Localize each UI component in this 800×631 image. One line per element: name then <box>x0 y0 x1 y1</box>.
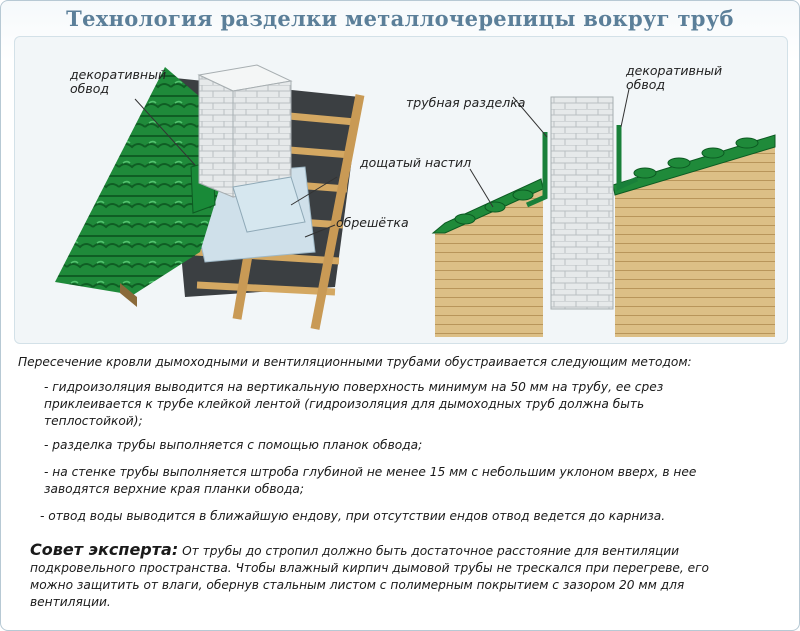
bullet-2-line-1: - разделка трубы выполняется с помощью планок обвода; <box>44 438 423 452</box>
bullet-flashing-planks <box>44 437 788 454</box>
right-roof-section <box>433 89 775 337</box>
page-title: Технология разделки металлочерепицы вокруг труб <box>66 6 734 31</box>
chimney-left-face <box>199 75 233 197</box>
expert-line-2: подкровельного пространства. Чтобы влажный кирпич дымовой трубы не трескался при перегреве, его <box>30 561 709 575</box>
left-roof-drawing <box>55 65 360 329</box>
bullet-3-line-1: - на стенке трубы выполняется штроба глубиной не менее 15 мм с небольшим уклоном вверх, в нее <box>44 465 697 479</box>
intro-text: Пересечение кровли дымоходными и вентиляционными трубами обустраивается следующим методом: <box>18 355 692 369</box>
label-left-decor-line1: декоративный <box>70 67 167 82</box>
bullet-1-line-2: приклеивается к трубе клейкой лентой (гидроизоляция для дымоходных труб должна быть <box>44 397 645 411</box>
label-left-decor-line2: обвод <box>70 81 110 96</box>
label-decorative-flashing-left <box>70 68 166 96</box>
expert-advice <box>30 541 780 611</box>
bullet-groove <box>44 464 788 498</box>
bullet-water-drain <box>40 508 788 525</box>
bullet-1-line-1: - гидроизоляция выводится на вертикальную поверхность минимум на 50 мм на трубу, ее срез <box>44 380 664 394</box>
expert-line-4: вентиляции. <box>30 595 111 609</box>
label-decorative-flashing-right <box>626 64 722 92</box>
label-lathing: обрешётка <box>336 215 409 230</box>
bullet-1-line-3: теплостойкой); <box>44 414 143 428</box>
label-right-decor-line1: декоративный <box>626 63 723 78</box>
label-right-decor-line2: обвод <box>626 77 666 92</box>
bullet-3-line-2: заводятся верхние края планки обвода; <box>44 482 304 496</box>
label-pipe-cutting: трубная разделка <box>406 95 526 110</box>
expert-line-3: можно защитить от влаги, обернув стальным листом с полимерным покрытием с зазором 20 мм для <box>30 578 685 592</box>
bullet-waterproofing <box>44 379 788 430</box>
bullet-4-line-1: - отвод воды выводится в ближайшую ендову, при отсутствии ендов отвод ведется до карниза. <box>40 509 666 523</box>
chimney-section <box>551 97 613 309</box>
expert-heading: Совет эксперта: <box>30 540 179 559</box>
flashing-right <box>619 125 637 187</box>
expert-line-1 <box>30 541 780 560</box>
label-plank-deck: дощатый настил <box>360 155 472 170</box>
expert-line-1-text: От трубы до стропил должно быть достаточное расстояние для вентиляции <box>178 544 680 558</box>
